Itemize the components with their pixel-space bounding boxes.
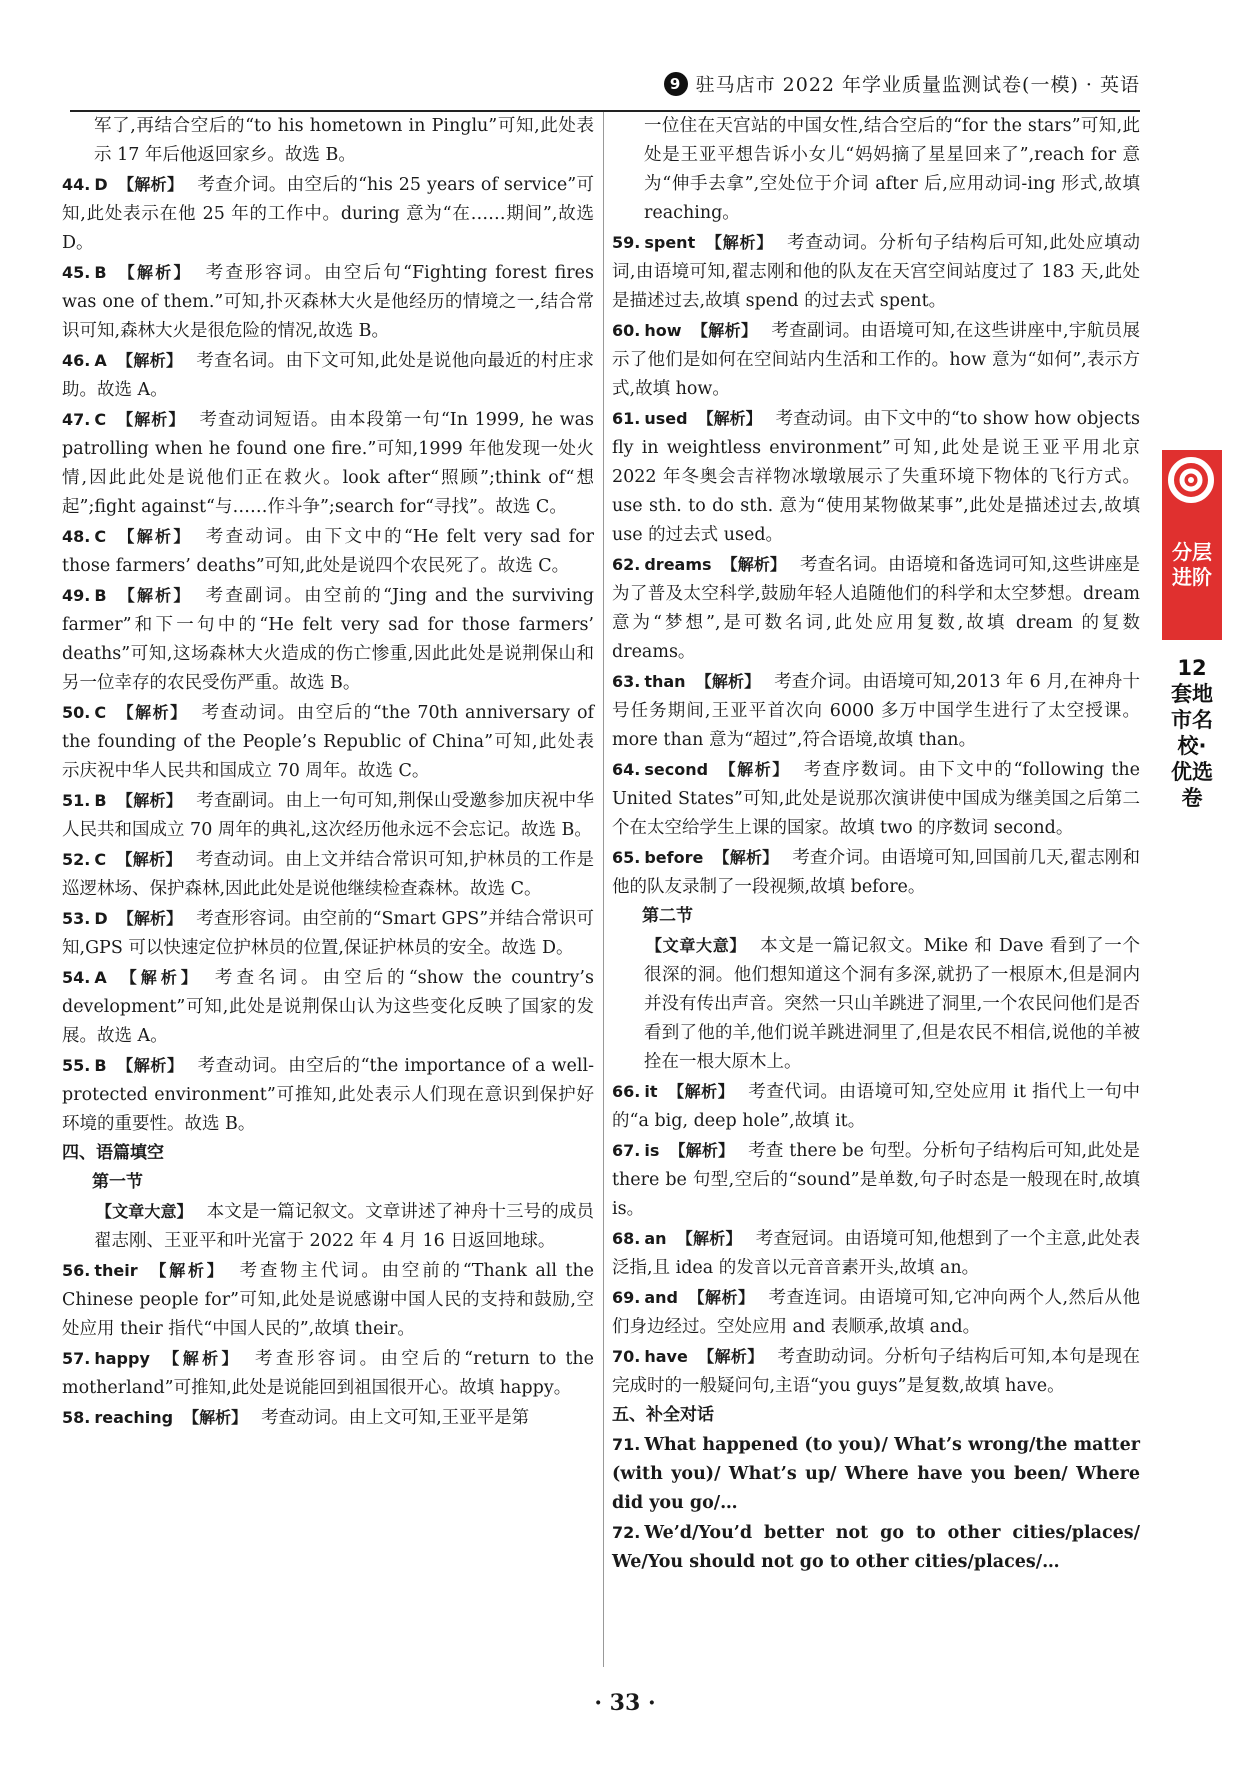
analysis-tag: 【解析】 bbox=[117, 175, 184, 194]
answer-key: how bbox=[644, 321, 682, 340]
question-item bbox=[62, 698, 594, 786]
answer-key: B bbox=[94, 263, 107, 282]
question-item bbox=[612, 404, 1140, 550]
question-number: 71. bbox=[612, 1435, 641, 1454]
answer-key: B bbox=[94, 586, 107, 605]
answer-key: used bbox=[644, 409, 688, 428]
question-number: 70. bbox=[612, 1347, 641, 1366]
analysis-text: 考查动词。由下文中的“to show how objects fly in weightless environment”可知,此处是说王亚平用北京 2022 年冬奥会吉祥物冰墩墩展示了失重环境下物体的飞行方式。use sth. to do sth. 意为“使用某物做某事”,此处是描述过去,故填 use 的过去式 used。 bbox=[612, 409, 1140, 545]
analysis-tag: 【解析】 bbox=[159, 1349, 241, 1368]
left-column bbox=[62, 112, 594, 1433]
answer-key: happy bbox=[94, 1349, 150, 1368]
analysis-text: 考查动词。由空后的“the 70th anniversary of the founding of the People’s Republic of China”可知,此处表示庆祝中华人民共和国成立 70 周年。故选 C。 bbox=[62, 703, 594, 781]
question-item bbox=[62, 1051, 594, 1139]
question-number: 44. bbox=[62, 175, 91, 194]
analysis-tag: 【解析】 bbox=[147, 1261, 226, 1280]
question-number: 59. bbox=[612, 233, 641, 252]
analysis-tag: 【解析】 bbox=[667, 1082, 735, 1101]
analysis-tag: 【解析】 bbox=[669, 1141, 735, 1160]
target-logo-icon bbox=[1166, 455, 1216, 505]
question-item bbox=[612, 1136, 1140, 1224]
question-number: 45. bbox=[62, 263, 91, 282]
question-item bbox=[612, 1224, 1140, 1283]
question-item bbox=[612, 1077, 1140, 1136]
analysis-text: 考查介词。由语境可知,回国前几天,翟志刚和他的队友录制了一段视频,故填 before。 bbox=[612, 848, 1140, 897]
question-number: 47. bbox=[62, 410, 91, 429]
analysis-text: 考查连词。由语境可知,它冲向两个人,然后从他们身边经过。空处应用 and 表顺承,故填 and。 bbox=[612, 1288, 1140, 1337]
analysis-text: 考查动词。由下文中的“He felt very sad for those farmers’ deaths”可知,此处是说四个农民死了。故选 C。 bbox=[62, 527, 594, 576]
question-item bbox=[62, 170, 594, 258]
analysis-tag: 【解析】 bbox=[117, 909, 183, 928]
answer-key: their bbox=[94, 1261, 138, 1280]
answer-key: C bbox=[94, 850, 107, 869]
answer-key: C bbox=[94, 527, 107, 546]
question-number: 52. bbox=[62, 850, 91, 869]
summary-text: 本文是一篇记叙文。文章讲述了神舟十三号的成员翟志刚、王亚平和叶光富于 2022 年 4 月 16 日返回地球。 bbox=[94, 1202, 594, 1251]
analysis-tag: 【解析】 bbox=[697, 409, 762, 428]
question-number: 69. bbox=[612, 1288, 641, 1307]
analysis-text: 考查动词。由空后的“the importance of a well-protected environment”可推知,此处表示人们现在意识到保护好环境的重要性。故选 B。 bbox=[62, 1056, 594, 1134]
question-number: 67. bbox=[612, 1141, 641, 1160]
page-header bbox=[70, 64, 1140, 112]
analysis-tag: 【解析】 bbox=[116, 1056, 184, 1075]
answer-key: B bbox=[94, 1056, 107, 1075]
header-title bbox=[664, 70, 1140, 97]
analysis-text: 考查代词。由语境可知,空处应用 it 指代上一句中的“a big, deep hole”,故填 it。 bbox=[612, 1082, 1140, 1131]
question-number: 56. bbox=[62, 1261, 91, 1280]
analysis-text: 考查副词。由空前的“Jing and the surviving farmer”和下一句中的“He felt very sad for those farmers’ deaths”可知,这场森林大火造成的伤亡惨重,因此此处是说荆保山和另一位幸存的农民受伤严重。故选 B。 bbox=[62, 586, 594, 693]
analysis-tag: 【解析】 bbox=[116, 703, 188, 722]
answer-key: reaching bbox=[94, 1408, 174, 1427]
question-number: 48. bbox=[62, 527, 91, 546]
answer-text: We’d/You’d better not go to other cities/places/ We/You should not go to other cities/places/… bbox=[612, 1523, 1140, 1572]
analysis-text: 考查名词。由空后的“show the country’s development”可知,此处是说荆保山认为这些变化反映了国家的发展。故选 A。 bbox=[62, 968, 594, 1046]
analysis-text: 考查动词。由上文并结合常识可知,护林员的工作是巡逻林场、保护森林,因此此处是说他继续检查森林。故选 C。 bbox=[62, 850, 594, 899]
page-number: · 33 · bbox=[594, 1690, 656, 1716]
analysis-text: 考查形容词。由空后句“Fighting forest fires was one of them.”可知,扑灭森林大火是他经历的情境之一,结合常识可知,森林大火是很危险的情况,故选 B。 bbox=[62, 263, 594, 341]
question-item bbox=[612, 228, 1140, 316]
question-number: 66. bbox=[612, 1082, 641, 1101]
analysis-tag: 【解析】 bbox=[183, 1408, 248, 1427]
analysis-text: 考查副词。由语境可知,在这些讲座中,宇航员展示了他们是如何在空间站内生活和工作的。how 意为“如何”,表示方式,故填 how。 bbox=[612, 321, 1140, 399]
header-title-text: 驻马店市 2022 年学业质量监测试卷(一模) · 英语 bbox=[695, 74, 1140, 96]
analysis-tag: 【解析】 bbox=[116, 351, 183, 370]
question-number: 46. bbox=[62, 351, 91, 370]
answer-key: B bbox=[94, 791, 107, 810]
header-badge: 9 bbox=[664, 72, 688, 96]
analysis-text: 考查介词。由空后的“his 25 years of service”可知,此处表示在他 25 年的工作中。during 意为“在……期间”,故选 D。 bbox=[62, 175, 594, 253]
question-item bbox=[612, 1342, 1140, 1401]
analysis-text: 考查序数词。由下文中的“following the United States”可知,此处是说那次演讲使中国成为继美国之后第二个在太空给学生上课的国家。故填 two 的序数词 second。 bbox=[612, 760, 1140, 838]
analysis-text: 考查形容词。由空后的“return to the motherland”可推知,此处是说能回到祖国很开心。故填 happy。 bbox=[62, 1349, 594, 1398]
question-item bbox=[62, 1344, 594, 1403]
analysis-text: 考查物主代词。由空前的“Thank all the Chinese people for”可知,此处是说感谢中国人民的支持和鼓励,空处应用 their 指代“中国人民的”,故填 their。 bbox=[62, 1261, 594, 1339]
summary-paragraph bbox=[62, 1197, 594, 1256]
question-number: 64. bbox=[612, 760, 641, 779]
analysis-tag: 【解析】 bbox=[116, 527, 192, 546]
answer-key: spent bbox=[644, 233, 696, 252]
analysis-text: 考查 there be 句型。分析句子结构后可知,此处是 there be 句型,空后的“sound”是单数,句子时态是一般现在时,故填 is。 bbox=[612, 1141, 1140, 1219]
question-item bbox=[612, 843, 1140, 902]
analysis-tag: 【解析】 bbox=[116, 410, 186, 429]
analysis-text: 考查副词。由上一句可知,荆保山受邀参加庆祝中华人民共和国成立 70 周年的典礼,这次经历他永远不会忘记。故选 B。 bbox=[62, 791, 594, 840]
subsection-heading: 第二节 bbox=[642, 906, 693, 926]
question-number: 49. bbox=[62, 586, 91, 605]
analysis-tag: 【解析】 bbox=[713, 848, 779, 867]
answer-key: dreams bbox=[644, 555, 712, 574]
question-number: 51. bbox=[62, 791, 91, 810]
question-item bbox=[62, 522, 594, 581]
analysis-tag: 【解析】 bbox=[116, 586, 192, 605]
answer-key: A bbox=[94, 968, 107, 987]
question-item bbox=[612, 316, 1140, 404]
question-item bbox=[62, 581, 594, 698]
analysis-text: 考查动词。分析句子结构后可知,此处应填动词,由语境可知,翟志刚和他的队友在天宫空间站度过了 183 天,此处是描述过去,故填 spend 的过去式 spent。 bbox=[612, 233, 1140, 311]
question-number: 62. bbox=[612, 555, 641, 574]
answer-key: is bbox=[644, 1141, 660, 1160]
side-vertical-label: 12套地市名校·优选卷 bbox=[1171, 656, 1213, 810]
analysis-tag: 【解析】 bbox=[695, 672, 761, 691]
answer-key: D bbox=[94, 175, 108, 194]
column-divider bbox=[603, 112, 604, 1667]
summary-paragraph bbox=[612, 931, 1140, 1077]
question-item bbox=[612, 667, 1140, 755]
question-item bbox=[62, 405, 594, 522]
summary-tag: 【文章大意】 bbox=[646, 936, 747, 955]
question-number: 53. bbox=[62, 909, 91, 928]
question-item bbox=[62, 845, 594, 904]
answer-key: C bbox=[94, 703, 107, 722]
answer-key: than bbox=[644, 672, 686, 691]
answer-key: and bbox=[644, 1288, 678, 1307]
question-item bbox=[62, 258, 594, 346]
question-number: 50. bbox=[62, 703, 91, 722]
answer-item bbox=[612, 1430, 1140, 1518]
continued-text: 军了,再结合空后的“to his hometown in Pinglu”可知,此处表示 17 年后他返回家乡。故选 B。 bbox=[94, 116, 594, 165]
analysis-tag: 【解析】 bbox=[676, 1229, 742, 1248]
analysis-tag: 【解析】 bbox=[697, 1347, 764, 1366]
answer-item bbox=[612, 1518, 1140, 1577]
answer-key: A bbox=[94, 351, 107, 370]
analysis-text: 考查动词短语。由本段第一句“In 1999, he was patrolling when he found one fire.”可知,1999 年他发现一处火情,因此此处是说他们正在救火。look after“照顾”;think of“想起”;fight against“与……作斗争”;search for“寻找”。故选 C。 bbox=[62, 410, 594, 517]
question-number: 60. bbox=[612, 321, 641, 340]
analysis-text: 考查名词。由下文可知,此处是说他向最近的村庄求助。故选 A。 bbox=[62, 351, 594, 400]
continued-text: 一位住在天宫站的中国女性,结合空后的“for the stars”可知,此处是王亚平想告诉小女儿“妈妈摘了星星回来了”,reach for 意为“伸手去拿”,空处位于介词 after 后,应用动词-ing 形式,故填 reaching。 bbox=[644, 116, 1140, 223]
analysis-tag: 【解析】 bbox=[116, 791, 183, 810]
question-number: 72. bbox=[612, 1523, 641, 1542]
analysis-text: 考查助动词。分析句子结构后可知,本句是现在完成时的一般疑问句,主语“you guys”是复数,故填 have。 bbox=[612, 1347, 1140, 1396]
analysis-tag: 【解析】 bbox=[116, 968, 201, 987]
question-item bbox=[62, 346, 594, 405]
question-number: 61. bbox=[612, 409, 641, 428]
answer-key: C bbox=[94, 410, 107, 429]
analysis-tag: 【解析】 bbox=[116, 850, 182, 869]
answer-key: D bbox=[94, 909, 108, 928]
analysis-tag: 【解析】 bbox=[721, 555, 787, 574]
question-number: 65. bbox=[612, 848, 641, 867]
analysis-tag: 【解析】 bbox=[691, 321, 758, 340]
question-item bbox=[612, 755, 1140, 843]
question-number: 55. bbox=[62, 1056, 91, 1075]
question-item bbox=[62, 786, 594, 845]
side-tab-label: 分层进阶 bbox=[1172, 540, 1212, 589]
question-item bbox=[62, 904, 594, 963]
answer-key: second bbox=[644, 760, 709, 779]
analysis-tag: 【解析】 bbox=[705, 233, 774, 252]
question-item bbox=[62, 963, 594, 1051]
analysis-text: 考查冠词。由语境可知,他想到了一个主意,此处表泛指,且 idea 的发音以元音音素开头,故填 an。 bbox=[612, 1229, 1140, 1278]
right-column bbox=[612, 112, 1140, 1577]
summary-text: 本文是一篇记叙文。Mike 和 Dave 看到了一个很深的洞。他们想知道这个洞有多深,就扔了一根原木,但是洞内并没有传出声音。突然一只山羊跳进了洞里,一个农民问他们是否看到了他的羊,他们说羊跳进洞里了,但是农民不相信,说他的羊被拴在一根大原木上。 bbox=[644, 936, 1140, 1072]
analysis-tag: 【解析】 bbox=[687, 1288, 755, 1307]
question-number: 57. bbox=[62, 1349, 91, 1368]
section-heading: 五、补全对话 bbox=[612, 1405, 714, 1425]
question-number: 63. bbox=[612, 672, 641, 691]
subsection-heading: 第一节 bbox=[92, 1172, 143, 1192]
analysis-tag: 【解析】 bbox=[718, 760, 790, 779]
question-number: 58. bbox=[62, 1408, 91, 1427]
analysis-text: 考查形容词。由空前的“Smart GPS”并结合常识可知,GPS 可以快速定位护林员的位置,保证护林员的安全。故选 D。 bbox=[62, 909, 594, 958]
analysis-text: 考查名词。由语境和备选词可知,这些讲座是为了普及太空科学,鼓励年轻人追随他们的科学和太空梦想。dream 意为“梦想”,是可数名词,此处应用复数,故填 dream 的复数 dreams。 bbox=[612, 555, 1140, 662]
analysis-text: 考查动词。由上文可知,王亚平是第 bbox=[261, 1408, 530, 1428]
analysis-tag: 【解析】 bbox=[116, 263, 192, 282]
answer-key: have bbox=[644, 1347, 688, 1366]
answer-text: What happened (to you)/ What’s wrong/the matter (with you)/ What’s up/ Where have you been/ Where did you go/… bbox=[612, 1435, 1140, 1513]
section-heading: 四、语篇填空 bbox=[62, 1143, 164, 1163]
analysis-text: 考查介词。由语境可知,2013 年 6 月,在神舟十号任务期间,王亚平首次向 6000 多万中国学生进行了太空授课。more than 意为“超过”,符合语境,故填 than。 bbox=[612, 672, 1140, 750]
summary-tag: 【文章大意】 bbox=[96, 1202, 193, 1221]
question-item bbox=[62, 1403, 594, 1433]
answer-key: an bbox=[644, 1229, 667, 1248]
question-number: 68. bbox=[612, 1229, 641, 1248]
question-number: 54. bbox=[62, 968, 91, 987]
question-item bbox=[612, 550, 1140, 667]
question-item bbox=[612, 1283, 1140, 1342]
answer-key: it bbox=[644, 1082, 658, 1101]
answer-key: before bbox=[644, 848, 704, 867]
question-item bbox=[62, 1256, 594, 1344]
